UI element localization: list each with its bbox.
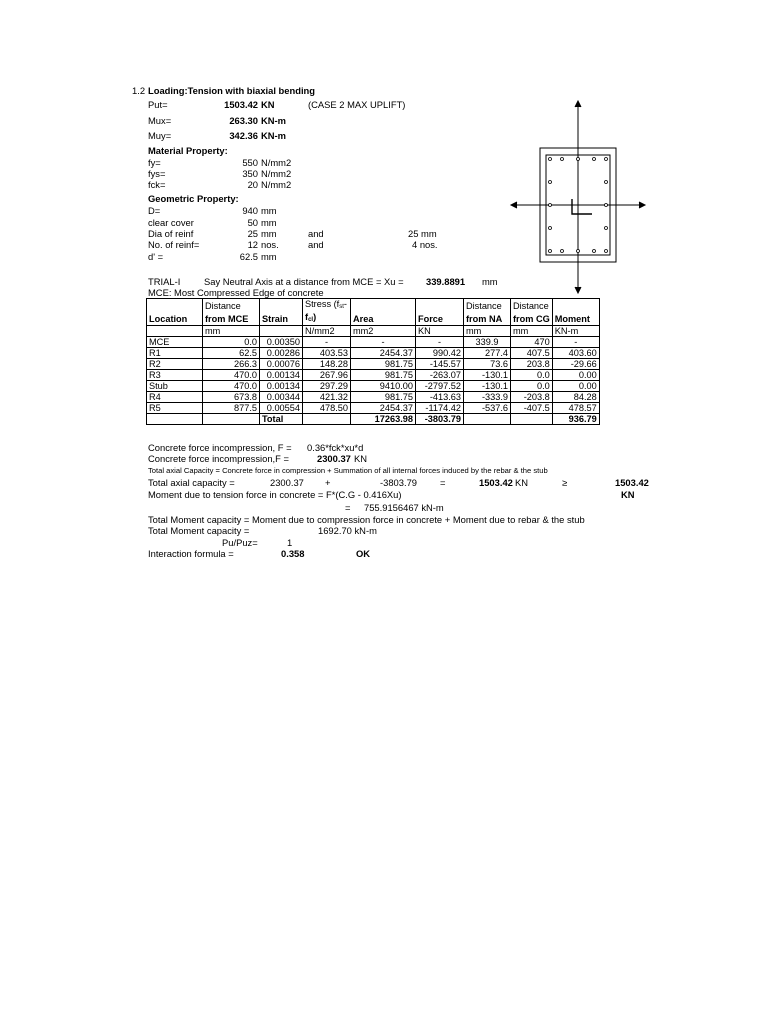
table-cell: 673.8 <box>203 392 260 403</box>
table-cell: -145.57 <box>416 359 464 370</box>
table-cell: R5 <box>147 403 203 414</box>
table-total-cell: 936.79 <box>552 414 599 425</box>
table-cell: 266.3 <box>203 359 260 370</box>
table-row <box>147 392 600 403</box>
table-cell: -29.66 <box>552 359 599 370</box>
section-number: 1.2 <box>132 85 146 96</box>
table-unit-cell: KN <box>416 326 464 337</box>
calc-line-9-label: Pu/Puz= <box>222 537 258 548</box>
table-cell: -130.1 <box>464 370 511 381</box>
table-cell: 84.28 <box>552 392 599 403</box>
table-cell: - <box>552 337 599 348</box>
table-unit-cell: N/mm2 <box>303 326 351 337</box>
calc-line-10-value: 0.358 <box>281 548 305 559</box>
d-value: 940 <box>242 205 258 216</box>
section-title: Loading:Tension with biaxial bending <box>148 85 316 96</box>
table-cell: 297.29 <box>303 381 351 392</box>
table-cell: - <box>303 337 351 348</box>
table-header-cell <box>416 299 464 313</box>
table-cell: 2454.37 <box>351 348 416 359</box>
table-header-row-1 <box>147 299 600 313</box>
material-heading: Material Property: <box>148 145 228 156</box>
table-row <box>147 381 600 392</box>
table-cell: 0.00 <box>552 370 599 381</box>
table-unit-cell <box>260 326 303 337</box>
table-unit-cell: mm <box>203 326 260 337</box>
table-header-cell: from CG <box>511 312 553 326</box>
calc-line-1-label: Concrete force incompression, F = <box>148 442 292 453</box>
fys-label: fys= <box>148 168 166 179</box>
calc-line-5: Moment due to tension force in concrete = F*(C.G - 0.416Xu) <box>148 489 402 500</box>
table-cell: 203.8 <box>511 359 553 370</box>
table-cell: 0.0 <box>511 381 553 392</box>
table-total-cell <box>203 414 260 425</box>
table-cell: 339.9 <box>464 337 511 348</box>
put-label: Put= <box>148 99 168 110</box>
table-cell: 981.75 <box>351 392 416 403</box>
no-label: No. of reinf= <box>148 239 200 250</box>
table-header-cell: Strain <box>260 312 303 326</box>
table-total-cell <box>147 414 203 425</box>
table-header-cell: Distance <box>511 299 553 313</box>
table-unit-cell: KN-m <box>552 326 599 337</box>
cover-value: 50 <box>247 217 258 228</box>
table-total-cell: Total <box>260 414 303 425</box>
table-cell: 990.42 <box>416 348 464 359</box>
fck-unit: N/mm2 <box>261 179 292 190</box>
table-cell: 73.6 <box>464 359 511 370</box>
calc-line-4-label: Total axial capacity = <box>148 477 235 488</box>
table-header-cell: Distance <box>203 299 260 313</box>
calc-line-4-d-unit: KN <box>621 489 635 500</box>
table-cell: 421.32 <box>303 392 351 403</box>
calc-line-4-plus: + <box>325 477 331 488</box>
put-note: (CASE 2 MAX UPLIFT) <box>308 99 406 110</box>
calc-line-1-value: 0.36*fck*xu*d <box>307 442 364 453</box>
table-row <box>147 403 600 414</box>
trial-text: Say Neutral Axis at a distance from MCE = Xu = <box>204 276 404 287</box>
table-cell: 0.00286 <box>260 348 303 359</box>
table-cell: 62.5 <box>203 348 260 359</box>
calc-line-8-label: Total Moment capacity = <box>148 525 250 536</box>
table-cell: 267.96 <box>303 370 351 381</box>
table-cell: 0.0 <box>511 370 553 381</box>
table-header-row-2 <box>147 312 600 326</box>
cover-unit: mm <box>261 217 277 228</box>
table-cell: MCE <box>147 337 203 348</box>
no-and: and <box>308 239 324 250</box>
table-cell: -130.1 <box>464 381 511 392</box>
table-cell: -537.6 <box>464 403 511 414</box>
table-cell: 981.75 <box>351 370 416 381</box>
no-unit: nos. <box>261 239 279 250</box>
table-cell: 478.57 <box>552 403 599 414</box>
calc-line-6-eq: = <box>345 502 351 513</box>
table-header-cell: Location <box>147 312 203 326</box>
table-cell: -1174.42 <box>416 403 464 414</box>
calc-line-2-value: 2300.37 <box>317 453 351 464</box>
table-header-cell: $f_{cl}$) <box>303 312 351 326</box>
table-header-cell: Area <box>351 312 416 326</box>
table-total-cell <box>511 414 553 425</box>
muy-label: Muy= <box>148 130 172 141</box>
table-cell: 0.00076 <box>260 359 303 370</box>
calc-line-10-ok: OK <box>356 548 371 559</box>
dia-value2: 25 mm <box>408 228 437 239</box>
d-unit: mm <box>261 205 277 216</box>
put-value: 1503.42 <box>224 99 258 110</box>
mux-value: 263.30 <box>229 115 258 126</box>
table-cell: 403.60 <box>552 348 599 359</box>
calc-line-2-unit: KN <box>354 453 368 464</box>
calc-line-3: Total axial Capacity = Concrete force in compression + Summation of all internal forces induced by the rebar & the stub <box>148 466 548 475</box>
table-row <box>147 337 600 348</box>
table-unit-cell: mm <box>511 326 553 337</box>
table-cell: -333.9 <box>464 392 511 403</box>
table-total-row <box>147 414 600 425</box>
table-cell: 0.00 <box>552 381 599 392</box>
table-header-cell <box>147 299 203 313</box>
muy-unit: KN-m <box>261 130 286 141</box>
calc-line-4-d: 1503.42 <box>615 477 649 488</box>
fy-value: 550 <box>242 157 258 168</box>
dia-and: and <box>308 228 324 239</box>
calc-line-6-value: 755.9156467 kN-m <box>364 502 444 513</box>
table-cell: 470.0 <box>203 370 260 381</box>
fys-unit: N/mm2 <box>261 168 292 179</box>
geometry-heading: Geometric Property: <box>148 193 239 204</box>
calc-line-8-value: 1692.70 kN-m <box>318 525 377 536</box>
table-cell: R2 <box>147 359 203 370</box>
mux-unit: KN-m <box>261 115 286 126</box>
table-header-cell <box>260 299 303 313</box>
calc-line-9-value: 1 <box>287 537 293 548</box>
fys-value: 350 <box>242 168 258 179</box>
table-cell: R1 <box>147 348 203 359</box>
strain-compatibility-table <box>146 298 600 425</box>
table-cell: 470.0 <box>203 381 260 392</box>
table-cell: R3 <box>147 370 203 381</box>
table-cell: 403.53 <box>303 348 351 359</box>
table-cell: -413.63 <box>416 392 464 403</box>
d-label: D= <box>148 205 161 216</box>
calc-line-4-ge: ≥ <box>562 477 568 488</box>
table-cell: -407.5 <box>511 403 553 414</box>
dprime-value: 62.5 <box>239 251 258 262</box>
dprime-label: d' = <box>148 251 164 262</box>
table-cell: Stub <box>147 381 203 392</box>
calc-line-10-label: Interaction formula = <box>148 548 234 559</box>
table-unit-cell <box>147 326 203 337</box>
column-section-diagram <box>508 100 648 295</box>
dprime-unit: mm <box>261 251 277 262</box>
muy-value: 342.36 <box>229 130 258 141</box>
table-cell: R4 <box>147 392 203 403</box>
table-cell: 407.5 <box>511 348 553 359</box>
table-cell: 478.50 <box>303 403 351 414</box>
calc-line-4-b: -3803.79 <box>380 477 418 488</box>
table-row <box>147 359 600 370</box>
table-unit-cell: mm <box>464 326 511 337</box>
table-header-cell: from NA <box>464 312 511 326</box>
table-cell: - <box>351 337 416 348</box>
table-cell: -203.8 <box>511 392 553 403</box>
dia-unit: mm <box>261 228 277 239</box>
table-cell: 2454.37 <box>351 403 416 414</box>
fy-unit: N/mm2 <box>261 157 292 168</box>
table-cell: 277.4 <box>464 348 511 359</box>
fy-label: fy= <box>148 157 161 168</box>
calc-line-4-c: 1503.42 <box>479 477 513 488</box>
table-cell: 0.00344 <box>260 392 303 403</box>
dia-label: Dia of reinf <box>148 228 194 239</box>
calc-line-4-unit: KN <box>515 477 529 488</box>
table-unit-cell: mm2 <box>351 326 416 337</box>
table-cell: - <box>416 337 464 348</box>
put-unit: KN <box>261 99 275 110</box>
calc-line-2-label: Concrete force incompression,F = <box>148 453 289 464</box>
table-cell: 0.00134 <box>260 370 303 381</box>
table-cell: 0.00134 <box>260 381 303 392</box>
table-header-cell <box>552 299 599 313</box>
table-total-cell <box>464 414 511 425</box>
no-value: 12 <box>247 239 258 250</box>
no-value2: 4 nos. <box>412 239 438 250</box>
table-header-cell <box>351 299 416 313</box>
table-cell: 9410.00 <box>351 381 416 392</box>
dia-value: 25 <box>247 228 258 239</box>
table-header-cell: Force <box>416 312 464 326</box>
table-total-cell: -3803.79 <box>416 414 464 425</box>
calc-line-4-eq: = <box>440 477 446 488</box>
stub-angle <box>572 199 592 214</box>
table-total-cell: 17263.98 <box>351 414 416 425</box>
table-cell: 470 <box>511 337 553 348</box>
table-cell: 0.00350 <box>260 337 303 348</box>
trial-label: TRIAL-I <box>148 276 181 287</box>
calc-line-4-a: 2300.37 <box>270 477 304 488</box>
table-cell: 877.5 <box>203 403 260 414</box>
table-header-cell: Stress ($f_{st}-$ <box>303 299 351 313</box>
table-units-row <box>147 326 600 337</box>
table-cell: 0.00554 <box>260 403 303 414</box>
table-row <box>147 370 600 381</box>
table-header-cell: from MCE <box>203 312 260 326</box>
fck-value: 20 <box>247 179 258 190</box>
mux-label: Mux= <box>148 115 172 126</box>
trial-unit: mm <box>482 276 498 287</box>
table-row <box>147 348 600 359</box>
calc-line-7: Total Moment capacity = Moment due to compression force in concrete + Moment due to rebar & the stub <box>148 514 585 525</box>
table-total-cell <box>303 414 351 425</box>
table-cell: 0.0 <box>203 337 260 348</box>
trial-value: 339.8891 <box>426 276 466 287</box>
table-header-cell: Moment <box>552 312 599 326</box>
table-cell: 981.75 <box>351 359 416 370</box>
table-header-cell: Distance <box>464 299 511 313</box>
cover-label: clear cover <box>148 217 194 228</box>
table-cell: 148.28 <box>303 359 351 370</box>
table-cell: -263.07 <box>416 370 464 381</box>
mce-note: MCE: Most Compressed Edge of concrete <box>148 287 324 298</box>
fck-label: fck= <box>148 179 166 190</box>
table-cell: -2797.52 <box>416 381 464 392</box>
